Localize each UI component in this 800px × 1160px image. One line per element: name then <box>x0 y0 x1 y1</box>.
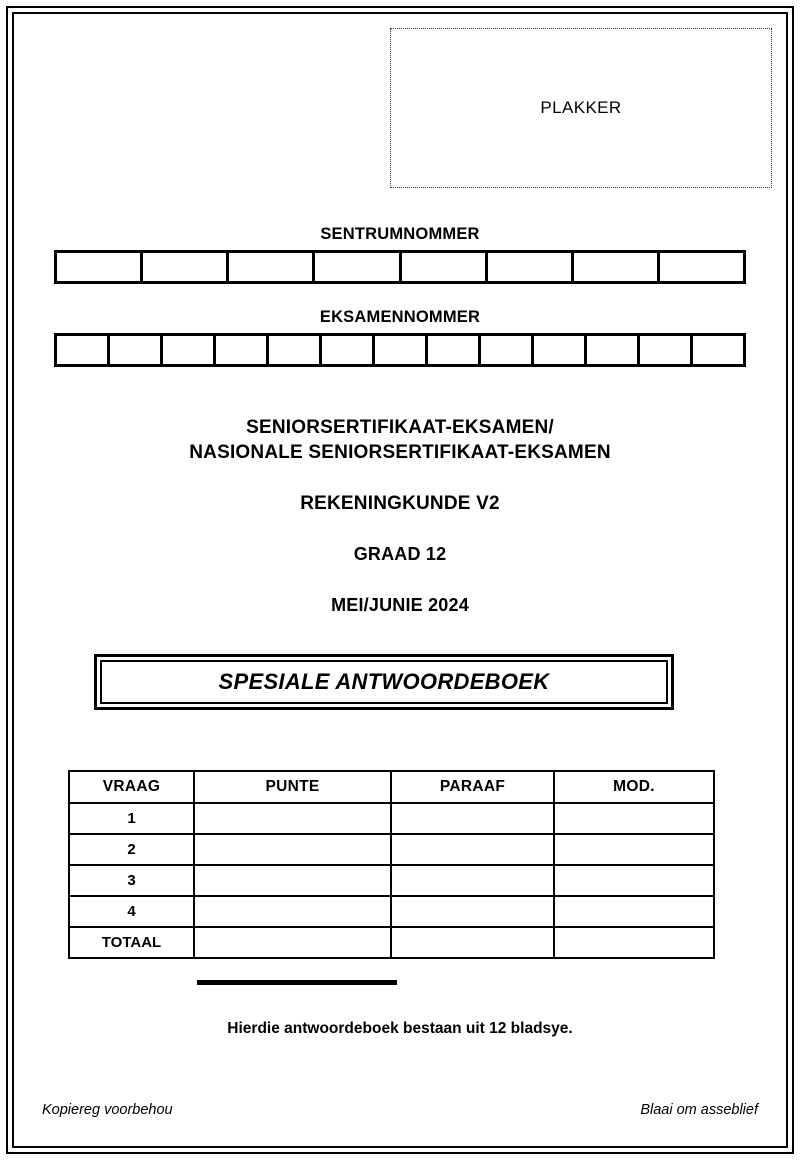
centre-number-cell[interactable] <box>315 253 401 281</box>
total-paraaf-cell[interactable] <box>391 927 554 958</box>
row-punte-cell[interactable] <box>194 834 391 865</box>
exam-number-cell[interactable] <box>693 336 743 364</box>
marks-table-row <box>69 803 714 834</box>
exam-number-cell[interactable] <box>163 336 216 364</box>
exam-number-cell[interactable] <box>216 336 269 364</box>
total-punte-cell[interactable] <box>194 927 391 958</box>
marks-table-row <box>69 834 714 865</box>
title-block <box>20 415 780 618</box>
exam-number-cell[interactable] <box>640 336 693 364</box>
session-title: MEI/JUNIE 2024 <box>331 595 469 615</box>
centre-number-cell[interactable] <box>402 253 488 281</box>
marks-table <box>68 770 715 959</box>
answer-book-banner-text: SPESIALE ANTWOORDEBOEK <box>218 669 550 694</box>
row-mod-cell[interactable] <box>554 865 714 896</box>
exam-number-cell[interactable] <box>57 336 110 364</box>
exam-number-section <box>54 308 746 367</box>
marks-table-wrapper <box>68 770 713 959</box>
row-paraaf-cell[interactable] <box>391 803 554 834</box>
page-count-note: Hierdie antwoordeboek bestaan uit 12 bladsye. <box>227 1020 573 1037</box>
header-mod: MOD. <box>554 771 714 803</box>
total-label: TOTAAL <box>69 927 194 958</box>
title-spacer-1 <box>20 465 780 491</box>
title-spacer-2 <box>20 516 780 542</box>
exam-number-cell[interactable] <box>322 336 375 364</box>
centre-number-cell[interactable] <box>574 253 660 281</box>
row-question-number: 1 <box>69 803 194 834</box>
sticker-label: PLAKKER <box>540 98 622 117</box>
page-footer <box>42 1102 758 1118</box>
header-vraag: VRAAG <box>69 771 194 803</box>
exam-number-cell[interactable] <box>481 336 534 364</box>
centre-number-cell[interactable] <box>229 253 315 281</box>
row-question-number: 4 <box>69 896 194 927</box>
centre-number-cell[interactable] <box>488 253 574 281</box>
title-spacer-3 <box>20 567 780 593</box>
exam-number-cell[interactable] <box>428 336 481 364</box>
centre-number-section <box>54 225 746 284</box>
centre-number-cell[interactable] <box>143 253 229 281</box>
footer-copyright: Kopiereg voorbehou <box>42 1102 173 1118</box>
answer-book-banner <box>94 654 674 710</box>
header-paraaf: PARAAF <box>391 771 554 803</box>
centre-number-title: SENTRUMNOMMER <box>320 225 480 243</box>
row-punte-cell[interactable] <box>194 803 391 834</box>
exam-number-cell[interactable] <box>269 336 322 364</box>
exam-number-cell[interactable] <box>110 336 163 364</box>
exam-title-line-1: SENIORSERTIFIKAAT-EKSAMEN/ <box>246 417 554 438</box>
answer-book-banner-inner <box>100 660 668 704</box>
marks-table-header-row <box>69 771 714 803</box>
row-paraaf-cell[interactable] <box>391 834 554 865</box>
marks-table-row <box>69 896 714 927</box>
exam-title-line-2: NASIONALE SENIORSERTIFIKAAT-EKSAMEN <box>189 442 611 463</box>
row-punte-cell[interactable] <box>194 865 391 896</box>
row-punte-cell[interactable] <box>194 896 391 927</box>
total-punte-underline <box>197 980 397 985</box>
total-mod-cell[interactable] <box>554 927 714 958</box>
exam-number-cell[interactable] <box>375 336 428 364</box>
row-mod-cell[interactable] <box>554 834 714 865</box>
centre-number-grid[interactable] <box>54 250 746 284</box>
exam-number-cell[interactable] <box>587 336 640 364</box>
centre-number-cell[interactable] <box>660 253 743 281</box>
row-mod-cell[interactable] <box>554 803 714 834</box>
sticker-box[interactable] <box>390 28 772 188</box>
marks-table-row <box>69 865 714 896</box>
exam-number-grid[interactable] <box>54 333 746 367</box>
exam-number-title: EKSAMENNOMMER <box>319 308 481 326</box>
row-paraaf-cell[interactable] <box>391 865 554 896</box>
footer-turn-over: Blaai om asseblief <box>640 1102 758 1118</box>
header-punte: PUNTE <box>194 771 391 803</box>
centre-number-cell[interactable] <box>57 253 143 281</box>
grade-title: GRAAD 12 <box>353 544 447 564</box>
row-mod-cell[interactable] <box>554 896 714 927</box>
exam-number-cell[interactable] <box>534 336 587 364</box>
page-content <box>20 20 780 1140</box>
row-paraaf-cell[interactable] <box>391 896 554 927</box>
marks-table-total-row <box>69 927 714 958</box>
subject-title: REKENINGKUNDE V2 <box>300 493 500 514</box>
row-question-number: 2 <box>69 834 194 865</box>
row-question-number: 3 <box>69 865 194 896</box>
